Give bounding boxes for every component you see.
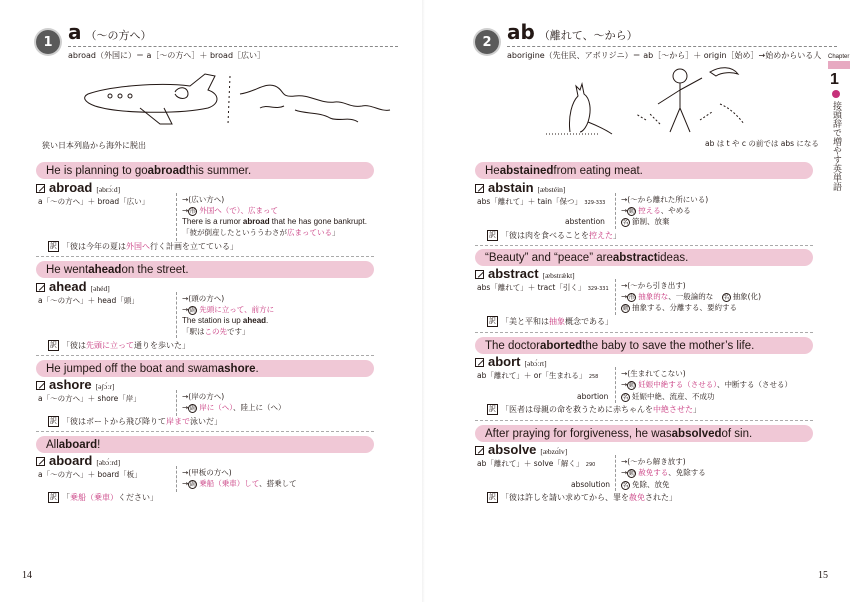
gloss-line: →(生まれてこない) bbox=[621, 369, 686, 378]
etymology: abs「離れて」＋ tain「保つ」 329-333 bbox=[477, 197, 606, 206]
headword: abroad [əbrɔ́ːd] bbox=[36, 180, 120, 195]
gloss-main: →形 抽象的な、一般論的な 名 抽象(化) bbox=[621, 292, 762, 301]
etymology: abs「離れて」＋ tract「引く」 329-331 bbox=[477, 283, 609, 292]
prefix-heading bbox=[475, 20, 837, 61]
example-sentence-band: The doctor aborted the baby to save the mother’s life. bbox=[475, 337, 813, 354]
usage-translation: 「駅はこの先です」 bbox=[182, 327, 250, 336]
illustration-caption: 狭い日本列島から海外に脱出 bbox=[42, 141, 146, 150]
section-number-badge: 1 bbox=[36, 30, 60, 54]
usage-example: The station is up ahead. bbox=[182, 316, 269, 325]
translation: 訳 「彼は肉を食べることを 控えた 」 bbox=[489, 231, 621, 240]
page-number: 15 bbox=[818, 570, 828, 581]
aborigine-illustration bbox=[540, 64, 780, 136]
translation-icon: 訳 bbox=[50, 242, 57, 250]
prefix-root: ab bbox=[507, 20, 535, 44]
etymology: a「～の方へ」＋ broad「広い」 bbox=[38, 197, 150, 206]
derived-word: abortion bbox=[577, 392, 609, 401]
translation: 訳 「彼は許しを請い求めてから、罪を 赦免 された」 bbox=[489, 493, 677, 502]
translation: 訳 「医者は母親の命を救うために赤ちゃんを 中絶させた 」 bbox=[489, 405, 701, 414]
derived-gloss: 名 妊娠中絶、流産、不成功 bbox=[622, 392, 715, 401]
prefix-note: ab は t や c の前では abs になる bbox=[705, 139, 819, 148]
pronunciation: [əʃɔ́ːr] bbox=[95, 382, 115, 391]
headword: ashore [əʃɔ́ːr] bbox=[36, 377, 114, 392]
pronunciation: [əbɔ́ːrt] bbox=[524, 359, 547, 368]
chapter-tab[interactable] bbox=[828, 54, 850, 191]
chapter-title: 接頭辞で増やす英単語 bbox=[831, 101, 841, 191]
translation-icon: 訳 bbox=[489, 493, 496, 501]
airplane-illustration bbox=[80, 64, 400, 134]
pronunciation: [æbstéin] bbox=[537, 185, 566, 194]
translation-icon: 訳 bbox=[50, 341, 57, 349]
right-page bbox=[425, 0, 850, 602]
gloss-main: →副 先頭に立って、前方に bbox=[182, 305, 275, 314]
derived-word: absolution bbox=[571, 480, 611, 489]
pronunciation: [əbrɔ́ːd] bbox=[96, 185, 121, 194]
example-sentence-band: All aboard ! bbox=[36, 436, 374, 453]
prefix-root: a bbox=[68, 20, 82, 44]
translation: 訳 「彼は 先頭に立って 通りを歩いた」 bbox=[50, 341, 190, 350]
gloss-main: →動 控える、やめる bbox=[621, 206, 691, 215]
translation: 訳 「彼は今年の夏は 外国へ 行く計画を立てている」 bbox=[50, 242, 238, 251]
translation-icon: 訳 bbox=[489, 405, 496, 413]
headword: abort [əbɔ́ːrt] bbox=[475, 354, 547, 369]
example-sentence-band: He went ahead on the street. bbox=[36, 261, 374, 278]
gloss-line: →(～から解き放す) bbox=[621, 457, 686, 466]
gloss-main: →副 乗船（乗車）して、搭乗して bbox=[182, 479, 297, 488]
example-sentence-band: After praying for forgiveness, he was absolved of sin. bbox=[475, 425, 813, 442]
prefix-example: abroad（外国に）＝ a［～の方へ］＋ broad［広い］ bbox=[68, 51, 266, 60]
translation-icon: 訳 bbox=[50, 417, 57, 425]
translation: 訳 「彼はボートから飛び降りて 岸まで 泳いだ」 bbox=[50, 417, 222, 426]
chapter-number: 1 bbox=[830, 71, 839, 88]
prefix-heading bbox=[36, 20, 398, 61]
translation-icon: 訳 bbox=[489, 317, 496, 325]
prefix-gloss: （離れて、～から） bbox=[538, 29, 638, 42]
chapter-label: Chapter bbox=[828, 54, 850, 60]
gloss-main: →動 妊娠中絶する（させる）、中断する（させる） bbox=[621, 380, 793, 389]
headword: ahead [əhéd] bbox=[36, 279, 110, 294]
etymology: a「～の方へ」＋ board「板」 bbox=[38, 470, 142, 479]
translation-icon: 訳 bbox=[50, 493, 57, 501]
gloss-line: →(～から離れた所にいる) bbox=[621, 195, 709, 204]
gloss-main: →副 岸に（へ）、陸上に（へ） bbox=[182, 403, 286, 412]
translation: 訳 「 乗船（乗車） ください」 bbox=[50, 493, 158, 502]
etymology: a「～の方へ」＋ head「頭」 bbox=[38, 296, 139, 305]
checkbox-icon[interactable] bbox=[36, 184, 45, 193]
pronunciation: [əbɔ́ːrd] bbox=[96, 458, 121, 467]
headword: aboard [əbɔ́ːrd] bbox=[36, 453, 120, 468]
gloss-line: →(～から引き出す) bbox=[621, 281, 686, 290]
section-number-badge: 2 bbox=[475, 30, 499, 54]
checkbox-icon[interactable] bbox=[36, 457, 45, 466]
gloss-line: →(岸の方へ) bbox=[182, 392, 225, 401]
derived-gloss: 名 免除、放免 bbox=[622, 480, 670, 489]
checkbox-icon[interactable] bbox=[36, 381, 45, 390]
headword: abstain [æbstéin] bbox=[475, 180, 565, 195]
gloss-line: →(広い方へ) bbox=[182, 195, 225, 204]
headword: absolve [æbzɑ́lv] bbox=[475, 442, 567, 457]
pronunciation: [əhéd] bbox=[90, 284, 110, 293]
gloss-line: →(甲板の方へ) bbox=[182, 468, 232, 477]
checkbox-icon[interactable] bbox=[475, 270, 484, 279]
etymology: ab「離れて」＋ or「生まれる」 258 bbox=[477, 371, 599, 380]
chapter-dot-icon bbox=[832, 90, 840, 98]
gloss-main: →形 外国へ（で）、広まって bbox=[182, 206, 279, 215]
checkbox-icon[interactable] bbox=[475, 358, 484, 367]
etymology: ab「離れて」＋ solve「解く」 290 bbox=[477, 459, 596, 468]
example-sentence-band: He is planning to go abroad this summer. bbox=[36, 162, 374, 179]
example-sentence-band: “Beauty” and “peace” are abstract ideas. bbox=[475, 249, 813, 266]
page-number: 14 bbox=[22, 570, 32, 581]
pronunciation: [æbstrǽkt] bbox=[542, 271, 575, 280]
prefix-example: aborigine（先住民、アボリジニ）＝ ab［～から］＋ origin［始め］→始めからいる人 bbox=[507, 51, 822, 60]
translation: 訳 「美と平和は 抽象 概念である」 bbox=[489, 317, 613, 326]
gloss-main: →動 赦免する、免除する bbox=[621, 468, 706, 477]
example-sentence-band: He jumped off the boat and swam ashore . bbox=[36, 360, 374, 377]
checkbox-icon[interactable] bbox=[36, 283, 45, 292]
translation-icon: 訳 bbox=[489, 231, 496, 239]
usage-translation: 「彼が倒産したといううわさが広まっている」 bbox=[182, 228, 340, 237]
derived-word: abstention bbox=[565, 217, 605, 226]
derived-gloss: 名 節制、放棄 bbox=[622, 217, 670, 226]
example-sentence-band: He abstained from eating meat. bbox=[475, 162, 813, 179]
checkbox-icon[interactable] bbox=[475, 446, 484, 455]
derived-gloss: 動 抽象する、分離する、要約する bbox=[622, 303, 737, 312]
etymology: a「～の方へ」＋ shore「岸」 bbox=[38, 394, 141, 403]
usage-example: There is a rumor abroad that he has gone bankrupt. bbox=[182, 217, 367, 226]
checkbox-icon[interactable] bbox=[475, 184, 484, 193]
headword: abstract [æbstrǽkt] bbox=[475, 266, 575, 281]
pronunciation: [æbzɑ́lv] bbox=[540, 447, 568, 456]
prefix-gloss: （～の方へ） bbox=[85, 29, 152, 42]
gloss-line: →(頭の方へ) bbox=[182, 294, 225, 303]
